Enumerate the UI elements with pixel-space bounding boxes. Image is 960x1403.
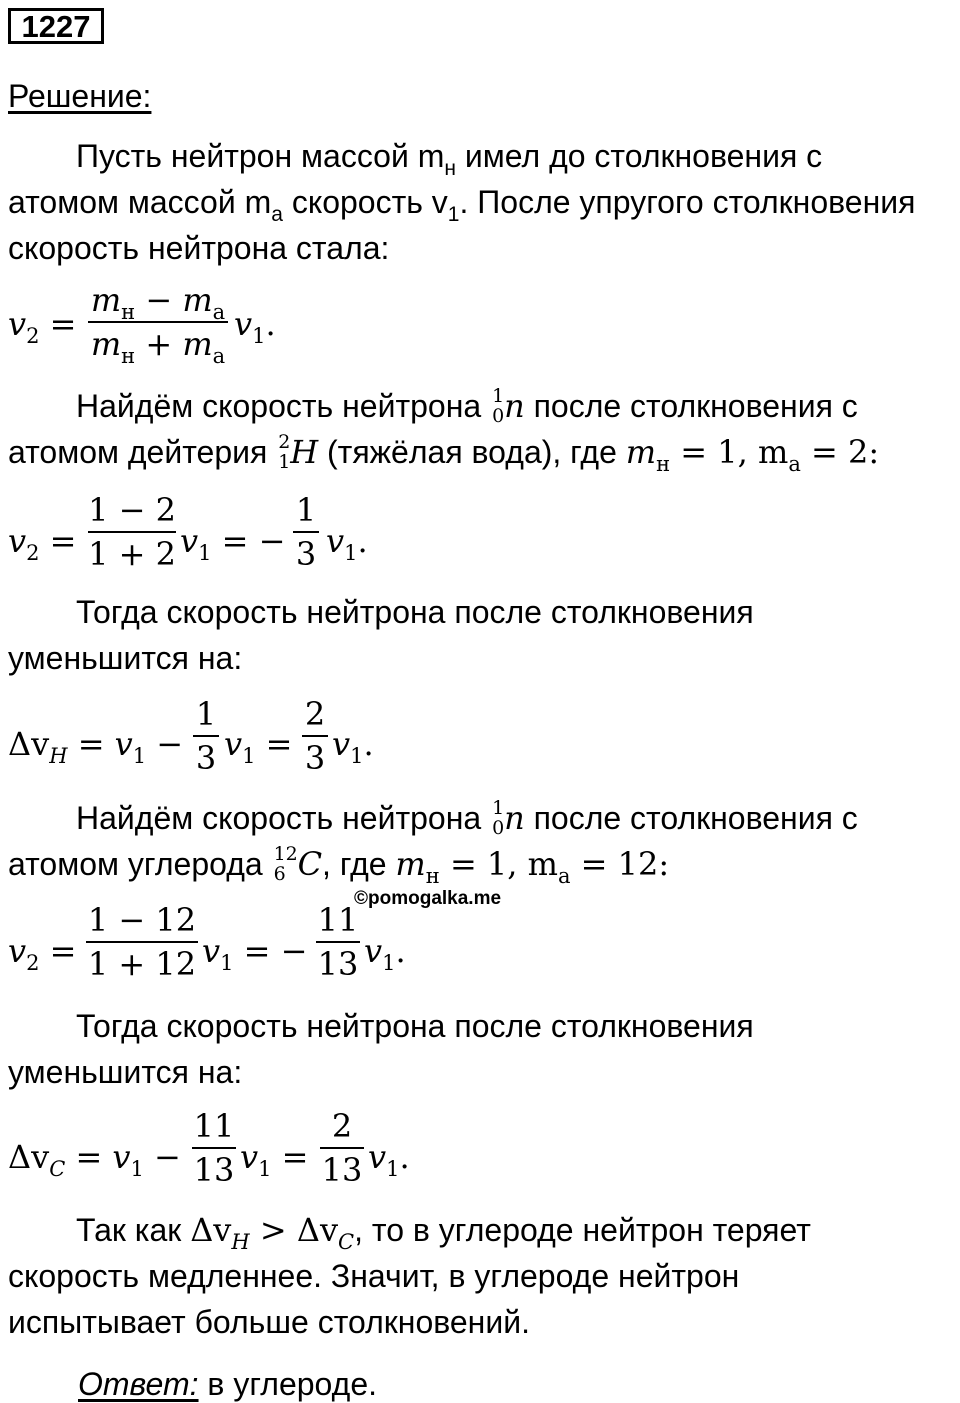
para2-line2: атомом дейтерия 2 1 H (тяжёлая вода), где $m_н = 1$, $m_а = 2$: — [8, 430, 880, 476]
deuterium-nuclide: 2 1 — [278, 430, 291, 473]
formula-5-mid: $v_1$ = — [240, 1138, 309, 1181]
neutron-nuclide: 1 0 — [492, 384, 505, 427]
formula-1-tail: $v_1$. — [234, 305, 276, 348]
formula-5-tail: $v_1$. — [368, 1138, 410, 1181]
formula-1-lhs: $v_2$ = — [8, 305, 77, 348]
formula-2-lhs: $v_2$ = — [8, 522, 77, 565]
para5-line1: Тогда скорость нейтрона после столкновения — [76, 1008, 754, 1044]
para6-line3: испытывает больше столкновений. — [8, 1304, 530, 1340]
formula-3-tail: $v_1$. — [332, 725, 374, 768]
para3-line2: уменьшится на: — [8, 640, 243, 676]
para6-line1: Так как $\Delta v_H > \Delta v_C$, то в углероде нейтрон теряет — [76, 1211, 811, 1254]
formula-4-tail: $v_1$. — [364, 932, 406, 975]
formula-4-mid: $v_1$ = − — [202, 932, 308, 975]
watermark: ©pomogalka.me — [354, 888, 502, 909]
formula-3-lhs: $\Delta v_H = v_1$ − — [8, 725, 184, 768]
formula-2-fraction-1: 1 − 2 1 + 2 — [88, 491, 176, 573]
formula-3-fraction-1: 1 3 — [193, 698, 219, 774]
neutron-nuclide: 1 0 — [492, 796, 505, 839]
answer-text: в углероде. — [198, 1366, 377, 1402]
formula-2-tail: $v_1$. — [326, 522, 368, 565]
answer-line — [78, 1368, 377, 1400]
para3-line1: Тогда скорость нейтрона после столкновения — [76, 594, 754, 630]
task-number: 1227 — [8, 8, 104, 44]
formula-5-fraction-2: 2 13 — [321, 1107, 363, 1189]
formula-2-fraction-2: 1 3 — [293, 494, 319, 570]
formula-3-mid: $v_1$ = — [224, 725, 293, 768]
para6-line2: скорость медленнее. Значит, в углероде нейтрон — [8, 1258, 740, 1294]
formula-3-fraction-2: 2 3 — [302, 698, 328, 774]
para1-line3: скорость нейтрона стала: — [8, 230, 390, 266]
formula-1-fraction: $m_н - m_а$ $m_н + m_а$ — [88, 284, 228, 360]
para5-line2: уменьшится на: — [8, 1054, 243, 1090]
formula-4-fraction-2: 11 13 — [317, 901, 359, 983]
para2-line1: Найдём скорость нейтрона 1 0 n после столкновения с — [76, 384, 858, 427]
solution-heading: Решение: — [8, 78, 152, 114]
formula-4-lhs: $v_2$ = — [8, 932, 77, 975]
formula-5-lhs: $\Delta v_C = v_1$ − — [8, 1138, 181, 1181]
carbon-nuclide: 12 6 — [273, 842, 298, 885]
para4-line2: атомом углерода 12 6 C, где $m_н = 1$, $m_а = 12$: — [8, 842, 670, 888]
para1-line1: Пусть нейтрон массой $m_н$ имел до столкновения с — [76, 138, 823, 180]
answer-label: Ответ: — [78, 1366, 199, 1402]
para4-line1: Найдём скорость нейтрона 1 0 n после столкновения с — [76, 796, 858, 839]
formula-2-mid: $v_1$ = − — [180, 522, 286, 565]
para1-line2: атомом массой $m_а$ скорость $v_1$. После упругого столкновения — [8, 184, 916, 226]
formula-5-fraction-1: 11 13 — [193, 1107, 235, 1189]
formula-4-fraction-1: 1 − 12 1 + 12 — [87, 901, 197, 983]
